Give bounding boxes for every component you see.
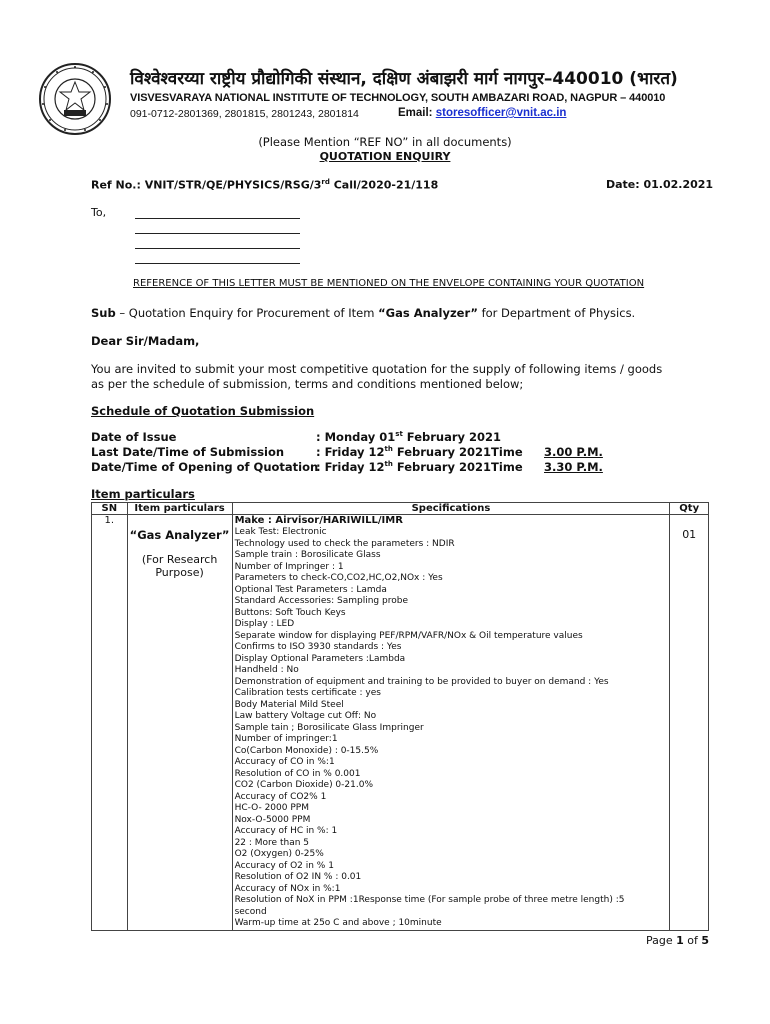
spec-line: Accuracy of NOx in %:1: [234, 883, 341, 894]
intro-line-1: You are invited to submit your most competitive quotation for the supply of following items / goods: [91, 362, 663, 376]
spec-line: Accuracy of CO2% 1: [234, 791, 327, 802]
spec-line: Demonstration of equipment and training to be provided to buyer on demand : Yes: [234, 676, 609, 687]
schedule-value: : Monday 01st February 2021: [316, 430, 502, 444]
item-purpose: (For Research Purpose): [141, 553, 218, 579]
spec-line: Technology used to check the parameters : NDIR: [234, 538, 455, 549]
schedule-label: Date/Time of Opening of Quotation: [91, 460, 319, 474]
spec-line: Accuracy of O2 in % 1: [234, 860, 334, 871]
ref-no-notice: (Please Mention “REF NO” in all documents): [258, 135, 512, 149]
items-heading: Item particulars: [91, 487, 195, 501]
spec-line: Number of Impringer : 1: [234, 561, 344, 572]
schedule-time: 3.30 P.M.: [544, 460, 603, 474]
spec-line: second: [234, 906, 267, 917]
table-header-row: [92, 503, 709, 515]
spec-line: Resolution of CO in % 0.001: [234, 768, 361, 779]
spec-line: CO2 (Carbon Dioxide) 0-21.0%: [234, 780, 374, 790]
spec-line: Optional Test Parameters : Lamda: [234, 584, 387, 595]
page-number: Page 1 of 5: [646, 934, 710, 947]
schedule-time: 3.00 P.M.: [544, 445, 603, 459]
spec-line: Number of impringer:1: [234, 734, 338, 744]
spec-line: Accuracy of CO in %:1: [234, 757, 335, 767]
spec-line: O2 (Oxygen) 0-25%: [234, 849, 324, 859]
row-specifications: [232, 515, 670, 931]
row-item-particulars: [127, 515, 232, 931]
header-qty: Qty: [670, 503, 709, 515]
qty-value: 01: [682, 528, 697, 541]
header-specifications: Specifications: [232, 503, 670, 515]
spec-line: Separate window for displaying PEF/RPM/VAFR/NOx & Oil temperature values: [234, 630, 583, 641]
schedule-heading: Schedule of Quotation Submission: [91, 404, 315, 418]
spec-line: 22 : More than 5: [234, 837, 309, 848]
spec-line: Standard Accessories: Sampling probe: [234, 596, 408, 606]
spec-line: Calibration tests certificate : yes: [234, 688, 381, 698]
spec-line: Nox-O-5000 PPM: [234, 814, 311, 825]
row-sn: 1.: [92, 515, 128, 931]
spec-line: Handheld : No: [234, 665, 299, 675]
institute-name-address: VISVESVARAYA NATIONAL INSTITUTE OF TECHNOLOGY, SOUTH AMBAZARI ROAD, NAGPUR – 440010: [130, 92, 666, 104]
schedule-label: Last Date/Time of Submission: [91, 445, 285, 459]
row-qty: [670, 515, 709, 931]
document-date: Date: 01.02.2021: [606, 178, 714, 191]
spec-line: Leak Test: Electronic: [234, 527, 327, 537]
spec-line: Co(Carbon Monoxide) : 0-15.5%: [234, 745, 379, 756]
spec-make: Make : Airvisor/HARIWILL/IMR: [234, 515, 403, 526]
schedule-value: : Friday 12th February 2021Time: [316, 460, 523, 474]
spec-line: Display : LED: [234, 619, 295, 629]
salutation: Dear Sir/Madam,: [91, 334, 200, 348]
spec-line: Buttons: Soft Touch Keys: [234, 607, 346, 618]
phone-numbers: 091-0712-2801369, 2801815, 2801243, 2801814: [130, 108, 359, 120]
address-blank-line: [135, 233, 300, 234]
spec-line: Warm-up time at 25o C and above ; 10minute: [234, 918, 442, 928]
spec-list: [235, 527, 668, 930]
header-sn: SN: [92, 503, 128, 515]
spec-line: Law battery Voltage cut Off: No: [234, 711, 377, 721]
spec-line: Parameters to check-CO,CO2,HC,O2,NOx : Yes: [234, 573, 443, 583]
header-item-particulars: Item particulars: [127, 503, 232, 515]
spec-line: Sample tain ; Borosilicate Glass Impringer: [234, 722, 424, 733]
spec-line: Confirms to ISO 3930 standards : Yes: [234, 642, 402, 652]
spec-line: Display Optional Parameters :Lambda: [234, 653, 406, 664]
email-label: Email:: [398, 107, 433, 119]
institute-seal-icon: [38, 62, 112, 136]
email-line: [398, 107, 566, 119]
spec-line: Sample train : Borosilicate Glass: [234, 550, 381, 560]
email-link[interactable]: storesofficer@vnit.ac.in: [435, 107, 567, 119]
hindi-institute-title: विश्वेश्वरय्या राष्ट्रीय प्रौद्योगिकी संस्थान, दक्षिण अंबाझरी मार्ग नागपुर–440010 (भारत): [130, 69, 678, 89]
table-row: [92, 515, 709, 931]
address-blank-line: [135, 218, 300, 219]
schedule-label: Date of Issue: [91, 430, 177, 444]
reference-number: Ref No.: VNIT/STR/QE/PHYSICS/RSG/3rd Call/2020-21/118: [91, 178, 439, 192]
spec-line: Resolution of O2 IN % : 0.01: [234, 872, 362, 882]
schedule-value: : Friday 12th February 2021Time: [316, 445, 523, 459]
document-title: QUOTATION ENQUIRY: [319, 150, 451, 163]
item-name: “Gas Analyzer”: [129, 528, 230, 542]
to-label: To,: [91, 206, 107, 219]
spec-line: Resolution of NoX in PPM :1Response time (For sample probe of three metre length) :5: [234, 895, 625, 905]
address-blank-line: [135, 248, 300, 249]
items-table: [91, 502, 709, 931]
spec-line: HC-O- 2000 PPM: [234, 803, 309, 813]
subject-line: Sub – Quotation Enquiry for Procurement of Item “Gas Analyzer” for Department of Physics.: [91, 306, 636, 320]
address-blank-line: [135, 263, 300, 264]
envelope-reference-note: REFERENCE OF THIS LETTER MUST BE MENTIONED ON THE ENVELOPE CONTAINING YOUR QUOTATION: [133, 278, 645, 289]
spec-line: Accuracy of HC in %: 1: [234, 826, 338, 836]
intro-line-2: as per the schedule of submission, terms and conditions mentioned below;: [91, 377, 524, 391]
spec-line: Body Material Mild Steel: [234, 699, 344, 710]
